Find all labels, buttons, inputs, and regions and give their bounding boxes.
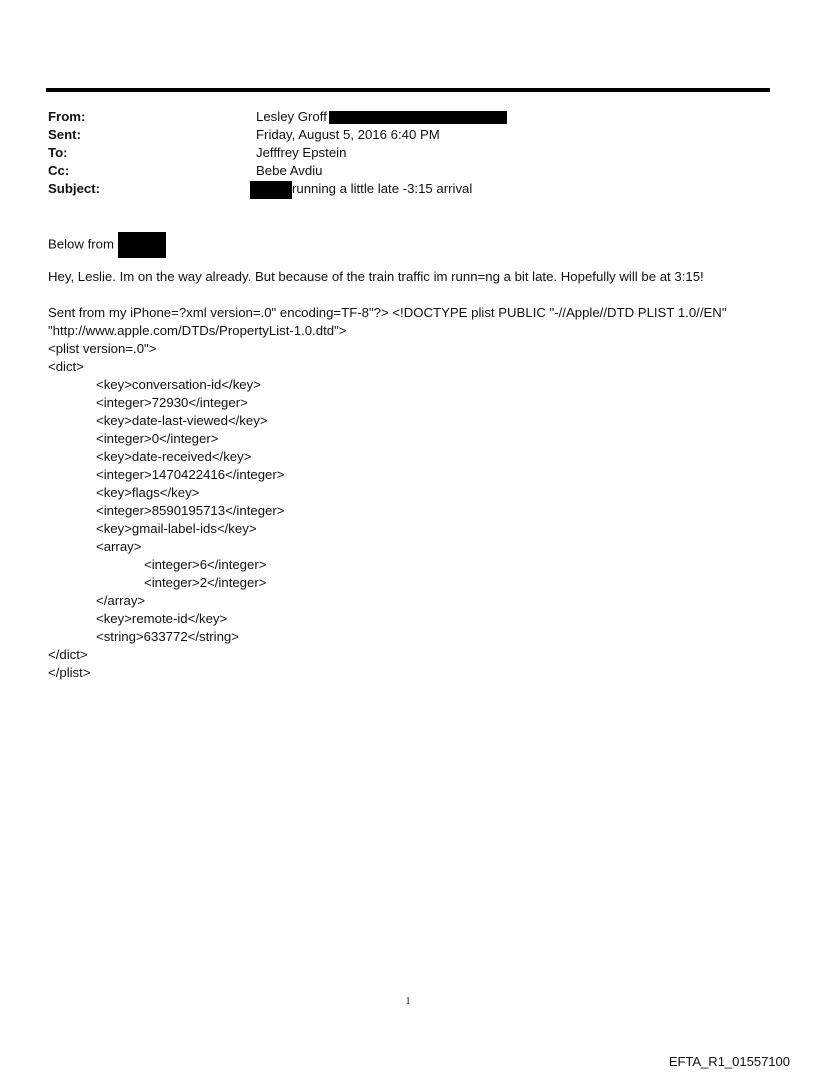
xml-line: <key>date-received</key> [96,449,252,464]
xml-line: <key>date-last-viewed</key> [96,413,268,428]
email-body [48,232,778,682]
subject-text: running a little late -3:15 arrival [292,181,473,196]
sent-row [48,126,768,144]
cc-label: Cc: [48,163,70,178]
xml-line: </array> [96,593,146,608]
xml-line: </dict> [48,647,88,662]
sent-from-line-1: Sent from my iPhone=?xml version=.0" encoding=TF-8"?> <!DOCTYPE plist PUBLIC "-//Apple//DTD PLIST 1.0//EN" [48,305,727,320]
xml-line: <key>conversation-id</key> [96,377,261,392]
page-number: 1 [405,996,411,1007]
xml-line: <plist version=.0"> [48,341,157,356]
xml-line: <key>remote-id</key> [96,611,228,626]
redaction-block [329,111,507,124]
email-header [48,108,768,198]
subject-label: Subject: [48,181,101,196]
to-label: To: [48,145,68,160]
to-row [48,144,768,162]
cc-row [48,162,768,180]
intro-line [48,232,778,256]
from-value [256,108,507,126]
xml-line: <integer>72930</integer> [96,395,248,410]
xml-line: <dict> [48,359,84,374]
sent-from-line-2: "http://www.apple.com/DTDs/PropertyList-1.0.dtd"> [48,323,347,338]
from-row [48,108,768,126]
xml-line: <integer>0</integer> [96,431,219,446]
xml-line: <key>flags</key> [96,485,200,500]
message-text: Hey, Leslie. Im on the way already. But because of the train traffic im runn=ng a bit late. Hopefully will be at 3:15! [48,269,704,284]
to-value: Jefffrey Epstein [256,145,347,160]
subject-value [250,180,472,198]
xml-line: <integer>2</integer> [144,575,267,590]
xml-line: </plist> [48,665,91,680]
sent-value: Friday, August 5, 2016 6:40 PM [256,127,440,142]
xml-line: <integer>6</integer> [144,557,267,572]
from-label: From: [48,109,86,124]
xml-line: <string>633772</string> [96,629,239,644]
xml-line: <integer>8590195713</integer> [96,503,285,518]
document-id: EFTA_R1_01557100 [668,1054,790,1069]
xml-line: <integer>1470422416</integer> [96,467,285,482]
xml-line: <array> [96,539,142,554]
subject-row [48,180,768,198]
sent-label: Sent: [48,127,81,142]
cc-value: Bebe Avdiu [256,163,323,178]
xml-line: <key>gmail-label-ids</key> [96,521,257,536]
redaction-block [118,232,166,258]
from-name: Lesley Groff [256,109,327,124]
intro-text: Below from [48,236,114,252]
redaction-block [250,181,292,199]
header-rule [46,88,770,92]
